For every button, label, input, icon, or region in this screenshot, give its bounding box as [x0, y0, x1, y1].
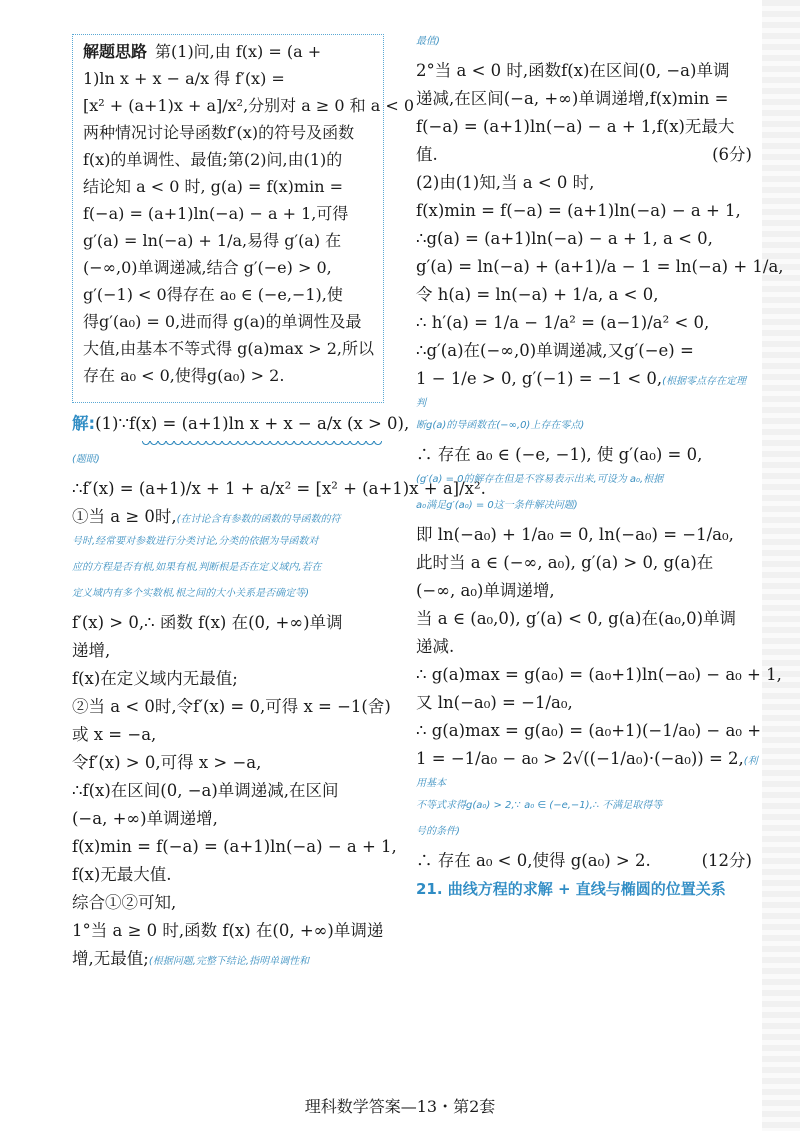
- line-text: f′(x) > 0,∴ 函数 f(x) 在(0, +∞)单调: [72, 613, 343, 632]
- page-footer: 理科数学答案—13・第2套: [304, 1097, 496, 1116]
- section-heading: 21. 曲线方程的求解 + 直线与椭圆的位置关系: [416, 880, 726, 898]
- line-text: f(x)在定义域内无最值;: [72, 669, 238, 688]
- text-line: [416, 720, 762, 742]
- think-text: 第(1)问,由 f(x) = (a +: [155, 42, 322, 61]
- annotation-text: a₀满足g′(a₀) = 0这一条件解决问题): [416, 500, 578, 511]
- inline-annotation: (根据问题,完整下结论,指明单调性和: [148, 956, 310, 967]
- score-label: (12分): [701, 851, 752, 870]
- text-line: [416, 850, 752, 872]
- think-line: 存在 a₀ < 0,使得g(a₀) > 2.: [83, 366, 285, 385]
- line-text: g′(a) = ln(−a) + (a+1)/a − 1 = ln(−a) + 1/a,: [416, 257, 784, 276]
- text-line: [72, 612, 384, 634]
- annotation-text: 号时,经常要对参数进行分类讨论,分类的依据为导函数对: [72, 536, 319, 547]
- text-line: [72, 808, 384, 830]
- inline-annotation: (利用基本: [416, 756, 758, 789]
- line-text: 递减.: [416, 637, 455, 656]
- text-line: [72, 724, 384, 746]
- text-line: [416, 340, 752, 362]
- annotation-line: [416, 472, 752, 494]
- line-text: 递减,在区间(−a, +∞)单调递增,f(x)min =: [416, 89, 729, 108]
- line-text: ∴ g(a)max = g(a₀) = (a₀+1)(−1/a₀) − a₀ +: [416, 721, 762, 740]
- text-line: [72, 864, 384, 886]
- line-text: 令f′(x) > 0,可得 x > −a,: [72, 753, 262, 772]
- text-line: [72, 948, 384, 970]
- text-line: [416, 256, 784, 278]
- annotation-line: [72, 452, 384, 474]
- think-line: g′(a) = ln(−a) + 1/a,易得 g′(a) 在: [83, 231, 342, 250]
- text-line: [416, 116, 752, 138]
- line-text: f(x)min = f(−a) = (a+1)ln(−a) − a + 1,: [72, 837, 397, 856]
- text-line: [72, 780, 384, 802]
- think-label: 解题思路: [83, 42, 148, 61]
- line-text: 2°当 a < 0 时,函数f(x)在区间(0, −a)单调: [416, 61, 730, 80]
- annotation-line: [416, 824, 752, 846]
- line-text: ∴g′(a)在(−∞,0)单调递减,又g′(−e) =: [416, 341, 694, 360]
- think-line: [x² + (a+1)x + a]/x²,分别对 a ≥ 0 和 a < 0: [83, 96, 415, 115]
- annotation-text: 定义域内有多个实数根,根之间的大小关系是否确定等): [72, 588, 310, 599]
- think-line: 得g′(a₀) = 0,进而得 g(a)的单调性及最: [83, 312, 362, 331]
- right-column: [416, 34, 784, 899]
- solution-label: 解:: [72, 414, 96, 433]
- annotation-line: [416, 498, 752, 520]
- text-line: [416, 444, 752, 466]
- line-text: ∴ 存在 a₀ < 0,使得 g(a₀) > 2.: [416, 851, 651, 870]
- text-line: [72, 920, 384, 942]
- line-text: ∴ 存在 a₀ ∈ (−e, −1), 使 g′(a₀) = 0,: [416, 445, 703, 464]
- line-text: 综合①②可知,: [72, 893, 177, 912]
- line-text: 又 ln(−a₀) = −1/a₀,: [416, 693, 573, 712]
- text-line: [416, 312, 752, 334]
- wavy-underline: [142, 441, 382, 448]
- annotation-text: 最值): [416, 36, 440, 47]
- line-text: ∴g(a) = (a+1)ln(−a) − a + 1, a < 0,: [416, 229, 713, 248]
- line-text: f(x)min = f(−a) = (a+1)ln(−a) − a + 1,: [416, 201, 741, 220]
- think-line: 1)ln x + x − a/x 得 f′(x) =: [83, 69, 285, 88]
- annotation-line: [416, 798, 752, 820]
- solution-idea-box: [72, 34, 415, 403]
- text-line: [416, 88, 752, 110]
- think-line: 大值,由基本不等式得 g(a)max > 2,所以: [83, 339, 375, 358]
- text-line: [72, 506, 384, 528]
- text-line: [72, 752, 384, 774]
- text-line: [416, 60, 752, 82]
- annotation-text: 号的条件): [416, 826, 460, 837]
- line-text: 当 a ∈ (a₀,0), g′(a) < 0, g(a)在(a₀,0)单调: [416, 609, 737, 628]
- think-line: [83, 41, 375, 63]
- line-text: 1 = −1/a₀ − a₀ > 2√((−1/a₀)·(−a₀)) = 2,: [416, 749, 744, 768]
- text-line: [416, 228, 752, 250]
- line-text: ②当 a < 0时,令f′(x) = 0,可得 x = −1(舍): [72, 697, 391, 716]
- annotation-text: (题眼): [72, 454, 100, 465]
- text-line: [416, 664, 782, 686]
- line-text: 递增,: [72, 641, 111, 660]
- annotation-line: [72, 586, 384, 608]
- line-text: ∴f′(x) = (a+1)/x + 1 + a/x² = [x² + (a+1)x + a]/x².: [72, 479, 486, 498]
- annotation-text: 断g(a)的导函数在(−∞,0)上存在零点): [416, 420, 585, 431]
- text-line: [72, 478, 486, 500]
- text-line: [416, 284, 752, 306]
- text-line: [72, 668, 384, 690]
- text-line: [72, 892, 384, 914]
- annotation-text: 不等式求得g(a₀) > 2,∵ a₀ ∈ (−e,−1),∴ 不满足取得等: [416, 800, 663, 811]
- inline-annotation: (在讨论含有参数的函数的导函数的符: [176, 514, 341, 525]
- annotation-line: [416, 34, 752, 56]
- line-text: (−a, +∞)单调递增,: [72, 809, 218, 828]
- line-text: ①当 a ≥ 0时,: [72, 507, 177, 526]
- text-line: [72, 696, 391, 718]
- think-line: g′(−1) < 0得存在 a₀ ∈ (−e,−1),使: [83, 285, 343, 304]
- text-line: [416, 368, 752, 412]
- think-line: 结论知 a < 0 时, g(a) = f(x)min =: [83, 177, 344, 196]
- text-line: [72, 640, 384, 662]
- line-text: 即 ln(−a₀) + 1/a₀ = 0, ln(−a₀) = −1/a₀,: [416, 525, 734, 544]
- text-line: [416, 608, 752, 630]
- line-text: 此时当 a ∈ (−∞, a₀), g′(a) > 0, g(a)在: [416, 553, 714, 572]
- annotation-line: [72, 560, 384, 582]
- solution-first-line: [72, 413, 410, 435]
- page-edge-shadow: [762, 0, 800, 1131]
- line-text: 增,无最值;: [72, 949, 149, 968]
- text-line: [416, 748, 758, 792]
- think-line: f(−a) = (a+1)ln(−a) − a + 1,可得: [83, 204, 349, 223]
- line-text: f(x)无最大值.: [72, 865, 172, 884]
- text-line: [416, 200, 752, 222]
- think-line: (−∞,0)单调递减,结合 g′(−e) > 0,: [83, 258, 332, 277]
- line-text: 或 x = −a,: [72, 725, 157, 744]
- text-line: [72, 836, 397, 858]
- text-line: [416, 172, 752, 194]
- line-text: (2)由(1)知,当 a < 0 时,: [416, 173, 595, 192]
- line-text: ∴f(x)在区间(0, −a)单调递减,在区间: [72, 781, 339, 800]
- line-text: ∴ g(a)max = g(a₀) = (a₀+1)ln(−a₀) − a₀ + 1,: [416, 665, 782, 684]
- text-line: [416, 144, 752, 166]
- line-text: 1°当 a ≥ 0 时,函数 f(x) 在(0, +∞)单调递: [72, 921, 384, 940]
- line-text: (−∞, a₀)单调递增,: [416, 581, 555, 600]
- annotation-line: [72, 534, 384, 556]
- line-text: ∴ h′(a) = 1/a − 1/a² = (a−1)/a² < 0,: [416, 313, 710, 332]
- text-line: [416, 580, 752, 602]
- annotation-text: (g′(a) = 0的解存在但是不容易表示出来,可设为 a₀,根据: [416, 474, 664, 485]
- line-text: 值.: [416, 145, 438, 164]
- line-text: 1 − 1/e > 0, g′(−1) = −1 < 0,: [416, 369, 663, 388]
- text-line: [416, 552, 752, 574]
- text-line: [416, 524, 752, 546]
- line-text: f(−a) = (a+1)ln(−a) − a + 1,f(x)无最大: [416, 117, 735, 136]
- think-line: 两种情况讨论导函数f′(x)的符号及函数: [83, 123, 355, 142]
- think-line: f(x)的单调性、最值;第(2)问,由(1)的: [83, 150, 343, 169]
- score-label: (6分): [712, 145, 752, 164]
- text-line: [416, 636, 752, 658]
- annotation-line: [416, 418, 752, 440]
- inline-annotation: (根据零点存在定理判: [416, 376, 747, 409]
- annotation-text: 应的方程是否有根,如果有根,判断根是否在定义域内,若在: [72, 562, 322, 573]
- solution-first-text: (1)∵f(x) = (a+1)ln x + x − a/x (x > 0),: [95, 414, 410, 433]
- text-line: [416, 692, 752, 714]
- line-text: 令 h(a) = ln(−a) + 1/a, a < 0,: [416, 285, 659, 304]
